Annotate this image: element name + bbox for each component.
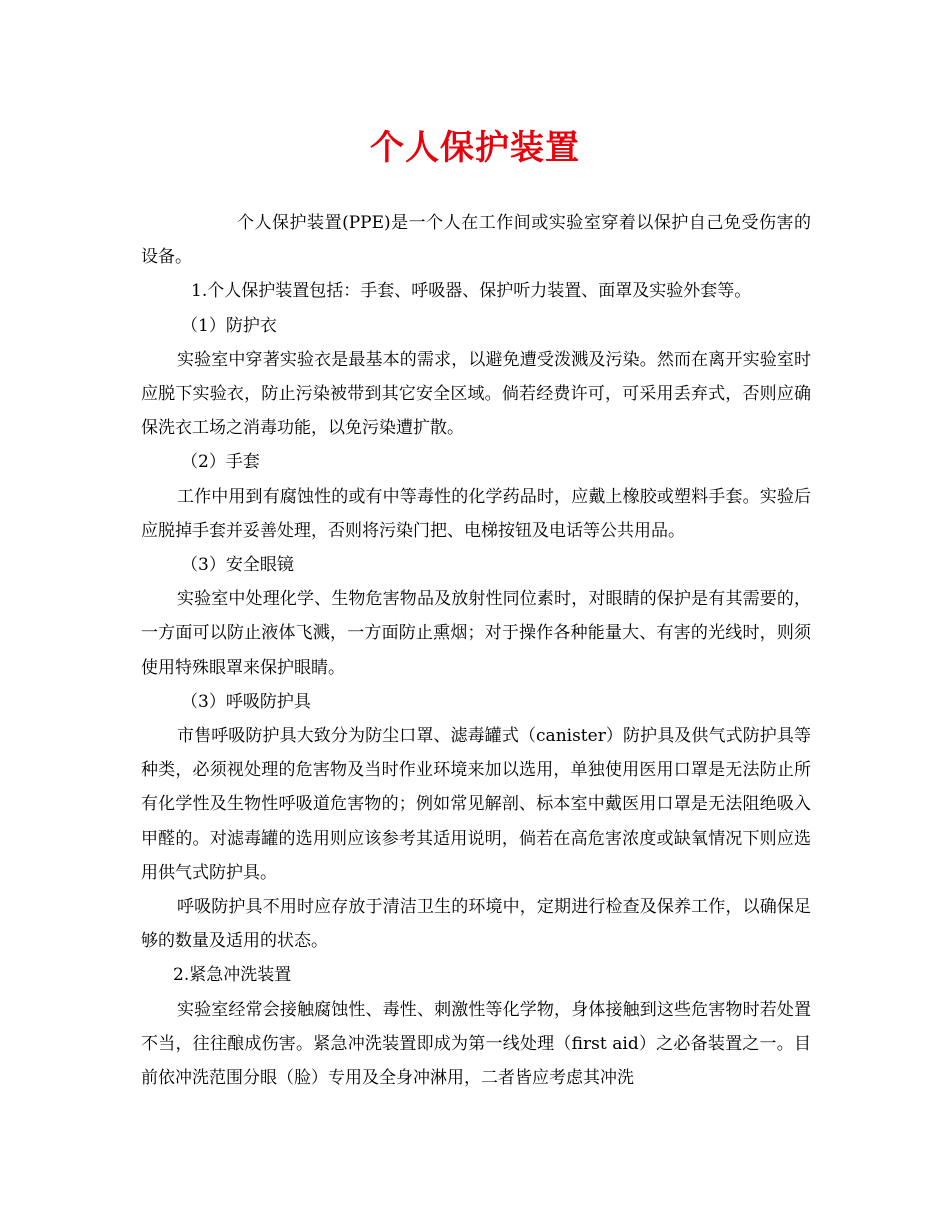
paragraph-protective-clothing: 实验室中穿著实验衣是最基本的需求，以避免遭受泼溅及污染。然而在离开实验室时应脱下实验衣，防止污染被带到其它安全区域。倘若经费许可，可采用丢弃式，否则应确保洗衣工场之消毒功能，以免污染遭扩散。 bbox=[141, 349, 811, 439]
subheading-protective-clothing: （1）防护衣 bbox=[181, 315, 277, 336]
paragraph-safety-glasses: 实验室中处理化学、生物危害物品及放射性同位素时，对眼睛的保护是有其需要的，一方面可以防止液体飞溅，一方面防止熏烟；对于操作各种能量大、有害的光线时，则须使用特殊眼罩来保护眼睛。 bbox=[141, 589, 811, 678]
intro-paragraph: 个人保护装置(PPE)是一个人在工作间或实验室穿着以保护自己免受伤害的设备。 bbox=[141, 213, 811, 268]
paragraph-respirator-storage: 呼吸防护具不用时应存放于清洁卫生的环境中，定期进行检查及保养工作，以确保足够的数量及适用的状态。 bbox=[141, 897, 811, 952]
page-title: 个人保护装置 bbox=[370, 128, 580, 168]
subheading-safety-glasses: （3）安全眼镜 bbox=[181, 555, 294, 576]
paragraph-respirator: 市售呼吸防护具大致分为防尘口罩、滤毒罐式（canister）防护具及供气式防护具等种类，必须视处理的危害物及当时作业环境来加以选用，单独使用医用口罩是无法防止所有化学性及生物性呼吸道危害物的；例如常见解剖、标本室中戴医用口罩是无法阻绝吸入甲醛的。对滤毒罐的选用则应该参考其适用说明，倘若在高危害浓度或缺氧情况下则应选用供气式防护具。 bbox=[141, 726, 811, 883]
subheading-gloves: （2）手套 bbox=[181, 452, 260, 473]
paragraph-emergency-wash: 实验室经常会接触腐蚀性、毒性、刺激性等化学物，身体接触到这些危害物时若处置不当，往往酿成伤害。紧急冲洗装置即成为第一线处理（first aid）之必备装置之一。目前依冲洗范围分眼（脸）专用及全身冲淋用，二者皆应考虑其冲洗 bbox=[141, 999, 811, 1089]
paragraph-gloves: 工作中用到有腐蚀性的或有中等毒性的化学药品时，应戴上橡胶或塑料手套。实验后应脱掉手套并妥善处理，否则将污染门把、电梯按钮及电话等公共用品。 bbox=[141, 486, 811, 541]
section-heading-ppe-items: 1.个人保护装置包括：手套、呼吸器、保护听力装置、面罩及实验外套等。 bbox=[191, 281, 752, 302]
subheading-respirator: （3）呼吸防护具 bbox=[181, 691, 311, 712]
section-heading-emergency-wash: 2.紧急冲洗装置 bbox=[173, 965, 292, 986]
document-body bbox=[141, 206, 811, 1095]
